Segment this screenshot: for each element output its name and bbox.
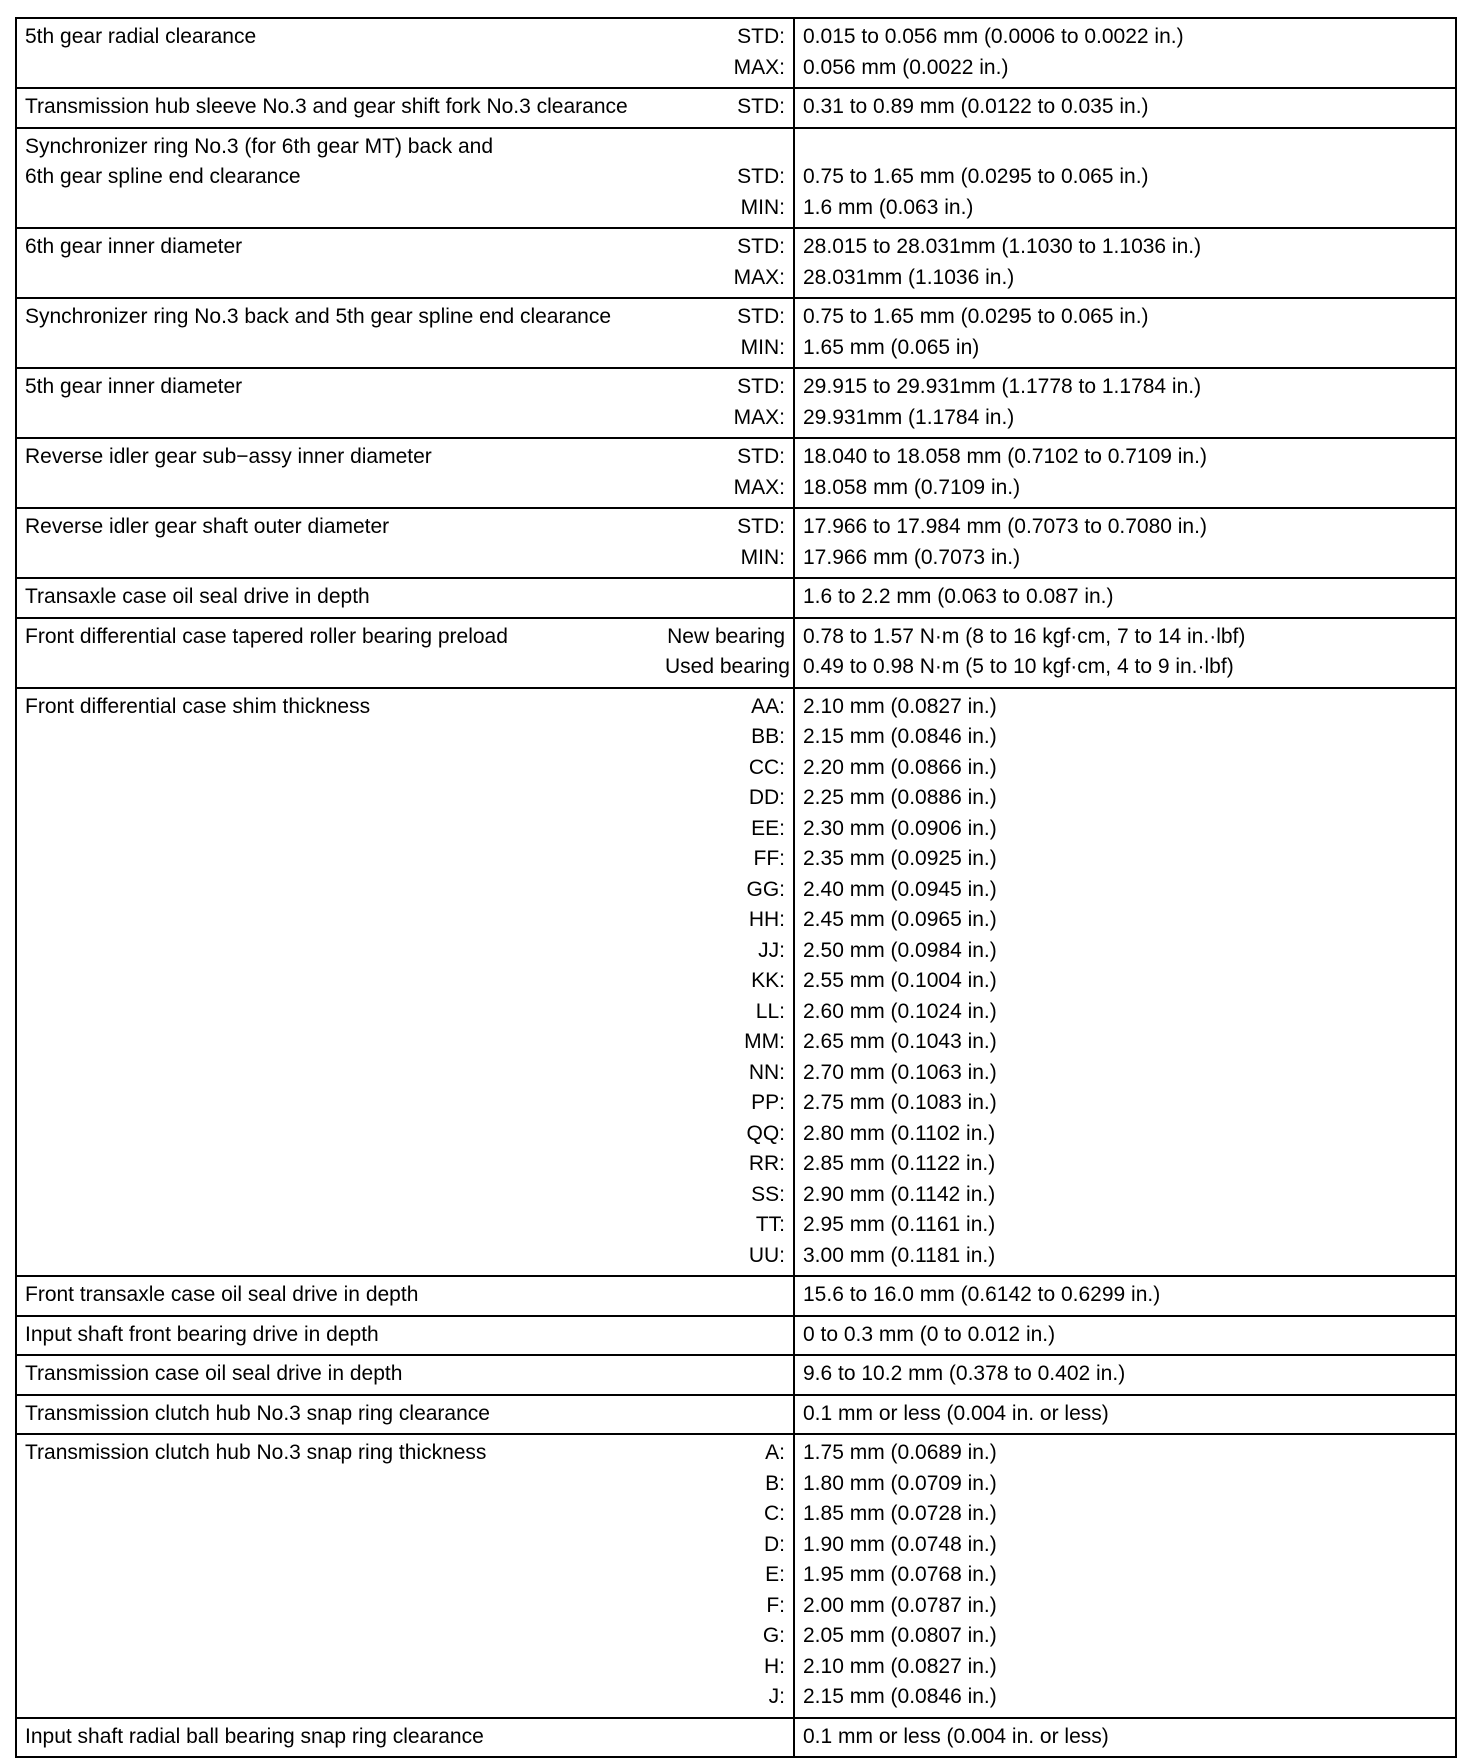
spec-description-line: Reverse idler gear sub−assy inner diameter: [25, 445, 432, 468]
spec-value: 2.15 mm (0.0846 in.): [803, 725, 997, 748]
spec-qualifiers: [665, 132, 785, 224]
spacer: [803, 132, 1447, 163]
spec-value: 2.25 mm (0.0886 in.): [803, 786, 997, 809]
spec-qualifier: STD:: [737, 515, 785, 538]
spec-description-line: Transmission case oil seal drive in depth: [25, 1362, 403, 1385]
spec-qualifier: [665, 1722, 785, 1753]
spec-qualifier: STD:: [737, 375, 785, 398]
spec-description-line: Front transaxle case oil seal drive in depth: [25, 1283, 419, 1306]
spec-qualifiers: [665, 1438, 785, 1713]
spec-value: 2.95 mm (0.1161 in.): [803, 1213, 996, 1236]
spec-value-cell: [794, 228, 1456, 298]
spec-qualifier: QQ:: [746, 1121, 785, 1145]
spec-qualifier: HH:: [748, 908, 785, 931]
spec-value: 2.60 mm (0.1024 in.): [803, 999, 997, 1023]
spec-qualifier: MAX:: [733, 475, 785, 499]
spec-description-line: 5th gear radial clearance: [25, 25, 257, 48]
spec-value: 17.966 to 17.984 mm (0.7073 to 0.7080 in.): [803, 515, 1207, 538]
spec-row: [16, 298, 1456, 368]
spec-qualifier: H:: [764, 1654, 785, 1678]
spec-qualifier: STD:: [737, 445, 785, 468]
spec-value-cell: [794, 128, 1456, 229]
spec-item-cell: [16, 618, 794, 688]
spec-value: 0.056 mm (0.0022 in.): [803, 55, 1009, 79]
spec-description-line: Input shaft front bearing drive in depth: [25, 1322, 379, 1346]
spec-table-body: [16, 18, 1456, 1757]
spec-value: 2.55 mm (0.1004 in.): [803, 969, 997, 992]
spec-value: 2.05 mm (0.0807 in.): [803, 1624, 997, 1647]
spec-row: [16, 88, 1456, 128]
spec-value-cell: [794, 508, 1456, 578]
spec-item-cell: [16, 508, 794, 578]
spec-qualifier: FF:: [753, 847, 785, 870]
spec-qualifier: MIN:: [740, 335, 785, 359]
spec-value: 2.30 mm (0.0906 in.): [803, 816, 997, 840]
spec-description: [25, 1722, 665, 1753]
spec-value-cell: [794, 18, 1456, 88]
spec-item-cell: [16, 1718, 794, 1758]
spec-item-cell: [16, 1316, 794, 1356]
spec-row: [16, 1434, 1456, 1718]
spec-qualifier: JJ:: [758, 938, 785, 962]
spec-row: [16, 1355, 1456, 1395]
spec-qualifier: BB:: [751, 725, 785, 748]
spec-qualifiers: [665, 582, 785, 613]
spec-value: 3.00 mm (0.1181 in.): [803, 1243, 996, 1267]
spec-qualifiers: [665, 1320, 785, 1351]
spec-row: [16, 688, 1456, 1277]
spec-value: 2.75 mm (0.1083 in.): [803, 1091, 997, 1114]
spec-description-line: Transmission clutch hub No.3 snap ring thickness: [25, 1441, 487, 1464]
spec-qualifier: CC:: [748, 755, 785, 779]
spec-value: 0.1 mm or less (0.004 in. or less): [803, 1724, 1109, 1748]
spec-value: 0.78 to 1.57 N·m (8 to 16 kgf·cm, 7 to 14 in.·lbf): [803, 624, 1246, 648]
spec-value-cell: [794, 438, 1456, 508]
spec-row: [16, 1718, 1456, 1758]
spec-qualifier: PP:: [751, 1091, 785, 1114]
spec-value: 2.20 mm (0.0866 in.): [803, 755, 997, 779]
spec-value-cell: [794, 1434, 1456, 1718]
spec-row: [16, 18, 1456, 88]
spec-value: 2.45 mm (0.0965 in.): [803, 908, 997, 931]
spec-qualifier: NN:: [748, 1060, 785, 1084]
spec-value: 1.65 mm (0.065 in): [803, 335, 980, 359]
spec-value: 2.80 mm (0.1102 in.): [803, 1121, 996, 1145]
spec-row: [16, 1316, 1456, 1356]
spec-item-cell: [16, 18, 794, 88]
spec-description: [25, 92, 665, 123]
spec-qualifier: EE:: [751, 816, 785, 840]
spec-value: 0.015 to 0.056 mm (0.0006 to 0.0022 in.): [803, 25, 1184, 48]
spec-qualifier: [665, 1399, 785, 1430]
spec-value-cell: [794, 688, 1456, 1277]
spec-value: 2.65 mm (0.1043 in.): [803, 1030, 997, 1053]
spec-value-cell: [794, 578, 1456, 618]
spec-qualifiers: [665, 442, 785, 503]
spec-row: [16, 1276, 1456, 1316]
spec-qualifier: MIN:: [740, 195, 785, 219]
spec-value: 2.85 mm (0.1122 in.): [803, 1152, 996, 1175]
spec-description: [25, 22, 665, 53]
spec-value-cell: [794, 368, 1456, 438]
spec-item-cell: [16, 128, 794, 229]
spec-value: 18.040 to 18.058 mm (0.7102 to 0.7109 in.): [803, 445, 1207, 468]
spec-value: 1.6 to 2.2 mm (0.063 to 0.087 in.): [803, 585, 1114, 608]
spec-value: 1.95 mm (0.0768 in.): [803, 1563, 997, 1586]
spec-description-line: Input shaft radial ball bearing snap ring clearance: [25, 1724, 484, 1748]
spec-qualifier: DD:: [748, 786, 785, 809]
spec-description: [25, 582, 665, 613]
spec-qualifiers: [665, 22, 785, 83]
spec-qualifier: J:: [768, 1685, 785, 1708]
spec-description: [25, 1438, 665, 1469]
spec-qualifiers: [665, 622, 790, 683]
spec-value: 0.75 to 1.65 mm (0.0295 to 0.065 in.): [803, 305, 1149, 328]
spec-value: 2.10 mm (0.0827 in.): [803, 1654, 997, 1678]
spec-value: 2.90 mm (0.1142 in.): [803, 1182, 996, 1206]
spec-value: 18.058 mm (0.7109 in.): [803, 475, 1021, 499]
spec-item-cell: [16, 688, 794, 1277]
spec-qualifier: GG:: [746, 877, 785, 901]
spec-qualifiers: [665, 1399, 785, 1430]
spec-qualifier: MAX:: [733, 55, 785, 79]
spec-qualifier: D:: [764, 1532, 785, 1556]
spec-value: 2.70 mm (0.1063 in.): [803, 1060, 997, 1084]
spec-qualifier: MIN:: [740, 545, 785, 569]
spec-item-cell: [16, 368, 794, 438]
spec-row: [16, 128, 1456, 229]
spec-qualifier: [665, 1280, 785, 1311]
spec-description-line: Synchronizer ring No.3 back and 5th gear spline end clearance: [25, 305, 612, 328]
spec-description-line: Front differential case shim thickness: [25, 694, 371, 718]
spec-item-cell: [16, 1276, 794, 1316]
spec-qualifier: [665, 1320, 785, 1351]
spec-value: 1.6 mm (0.063 in.): [803, 195, 974, 219]
spec-description: [25, 372, 665, 403]
spec-description-line: 6th gear spline end clearance: [25, 165, 301, 188]
spec-qualifier: UU:: [748, 1243, 785, 1267]
spec-value: 0.75 to 1.65 mm (0.0295 to 0.065 in.): [803, 165, 1149, 188]
spec-description: [25, 692, 665, 723]
spec-item-cell: [16, 228, 794, 298]
spec-qualifiers: [665, 372, 785, 433]
spec-value-cell: [794, 298, 1456, 368]
spec-qualifier: MAX:: [733, 265, 785, 289]
spec-value: 2.35 mm (0.0925 in.): [803, 847, 997, 870]
spec-row: [16, 1395, 1456, 1435]
spec-row: [16, 618, 1456, 688]
spec-value: 2.40 mm (0.0945 in.): [803, 877, 997, 901]
spec-row: [16, 508, 1456, 578]
spec-value: 0.31 to 0.89 mm (0.0122 to 0.035 in.): [803, 95, 1149, 118]
spec-qualifiers: [665, 1280, 785, 1311]
spec-qualifier: F:: [766, 1593, 785, 1617]
spec-value-cell: [794, 1395, 1456, 1435]
spec-value: 28.015 to 28.031mm (1.1030 to 1.1036 in.): [803, 235, 1202, 258]
spec-qualifier: AA:: [751, 694, 785, 718]
spec-description: [25, 512, 665, 543]
spec-item-cell: [16, 1395, 794, 1435]
spec-description-line: Reverse idler gear shaft outer diameter: [25, 515, 390, 538]
spec-value: 1.75 mm (0.0689 in.): [803, 1441, 997, 1464]
spec-description-line: Synchronizer ring No.3 (for 6th gear MT) back and: [25, 134, 494, 158]
spec-qualifier: E:: [765, 1563, 785, 1586]
spec-qualifier: B:: [765, 1471, 785, 1495]
spec-item-cell: [16, 578, 794, 618]
spec-value: 2.10 mm (0.0827 in.): [803, 694, 997, 718]
spec-description-line: 5th gear inner diameter: [25, 375, 243, 398]
spec-qualifier: SS:: [751, 1182, 785, 1206]
spec-qualifiers: [665, 302, 785, 363]
spec-description: [25, 1399, 665, 1430]
spec-qualifier: [665, 1359, 785, 1390]
spec-qualifiers: [665, 232, 785, 293]
spec-value: 17.966 mm (0.7073 in.): [803, 545, 1021, 569]
spec-value: 2.50 mm (0.0984 in.): [803, 938, 997, 962]
spec-value-cell: [794, 1316, 1456, 1356]
spec-qualifiers: [665, 512, 785, 573]
spec-qualifier: STD:: [737, 305, 785, 328]
spec-qualifier: RR:: [748, 1152, 785, 1175]
spec-qualifier: A:: [765, 1441, 785, 1464]
spec-value: 1.90 mm (0.0748 in.): [803, 1532, 997, 1556]
spec-value: 0.1 mm or less (0.004 in. or less): [803, 1401, 1109, 1425]
spec-qualifier: MM:: [744, 1030, 785, 1053]
spec-qualifier: TT:: [755, 1213, 785, 1236]
spec-description: [25, 1359, 665, 1390]
spec-value-cell: [794, 618, 1456, 688]
spacer: [665, 132, 785, 163]
spec-description-line: Front differential case tapered roller bearing preload: [25, 624, 508, 648]
spec-qualifier: STD:: [737, 95, 785, 118]
spec-qualifiers: [665, 1359, 785, 1390]
spec-value: 28.031mm (1.1036 in.): [803, 265, 1015, 289]
spec-value: 0 to 0.3 mm (0 to 0.012 in.): [803, 1322, 1056, 1346]
spec-item-cell: [16, 438, 794, 508]
spec-value: 2.15 mm (0.0846 in.): [803, 1685, 997, 1708]
spec-qualifier: LL:: [755, 999, 785, 1023]
spec-qualifier: STD:: [737, 235, 785, 258]
spec-qualifier: C:: [764, 1502, 785, 1525]
spec-value: 2.00 mm (0.0787 in.): [803, 1593, 997, 1617]
spec-value: 9.6 to 10.2 mm (0.378 to 0.402 in.): [803, 1362, 1126, 1385]
spec-description-line: Transmission clutch hub No.3 snap ring clearance: [25, 1401, 490, 1425]
spec-value-cell: [794, 1718, 1456, 1758]
spec-description: [25, 622, 665, 653]
spec-value: 29.931mm (1.1784 in.): [803, 405, 1015, 429]
spec-value: 15.6 to 16.0 mm (0.6142 to 0.6299 in.): [803, 1283, 1161, 1306]
spec-qualifier: STD:: [737, 165, 785, 188]
spec-value: 1.80 mm (0.0709 in.): [803, 1471, 997, 1495]
spec-qualifier: MAX:: [733, 405, 785, 429]
spec-row: [16, 438, 1456, 508]
spec-qualifier: [665, 582, 785, 613]
spec-qualifiers: [665, 692, 785, 1272]
spec-item-cell: [16, 1434, 794, 1718]
spec-row: [16, 368, 1456, 438]
spec-description: [25, 232, 665, 263]
spec-qualifier: New bearing: [667, 624, 785, 648]
spec-description-line: 6th gear inner diameter: [25, 235, 243, 258]
spec-qualifier: G:: [762, 1624, 785, 1647]
spec-description-line: Transmission hub sleeve No.3 and gear shift fork No.3 clearance: [25, 95, 628, 118]
spec-description: [25, 1320, 665, 1351]
spec-item-cell: [16, 88, 794, 128]
spec-value: 1.85 mm (0.0728 in.): [803, 1502, 997, 1525]
spec-value-cell: [794, 1276, 1456, 1316]
spec-item-cell: [16, 298, 794, 368]
spec-row: [16, 228, 1456, 298]
spec-qualifiers: [665, 1722, 785, 1753]
spec-description-line: Transaxle case oil seal drive in depth: [25, 585, 370, 608]
spec-qualifier: Used bearing: [665, 655, 790, 678]
spec-item-cell: [16, 1355, 794, 1395]
spec-value: 29.915 to 29.931mm (1.1778 to 1.1784 in.): [803, 375, 1202, 398]
spec-description: [25, 302, 665, 333]
spec-table: [15, 17, 1457, 1758]
spec-qualifier: STD:: [737, 25, 785, 48]
spec-value-cell: [794, 88, 1456, 128]
spec-row: [16, 578, 1456, 618]
spec-description: [25, 1280, 665, 1311]
spec-qualifier: KK:: [751, 969, 785, 992]
spec-value: 0.49 to 0.98 N·m (5 to 10 kgf·cm, 4 to 9 in.·lbf): [803, 655, 1234, 678]
spec-description: [25, 132, 665, 193]
spec-qualifiers: [665, 92, 785, 123]
spec-value-cell: [794, 1355, 1456, 1395]
spec-description: [25, 442, 665, 473]
